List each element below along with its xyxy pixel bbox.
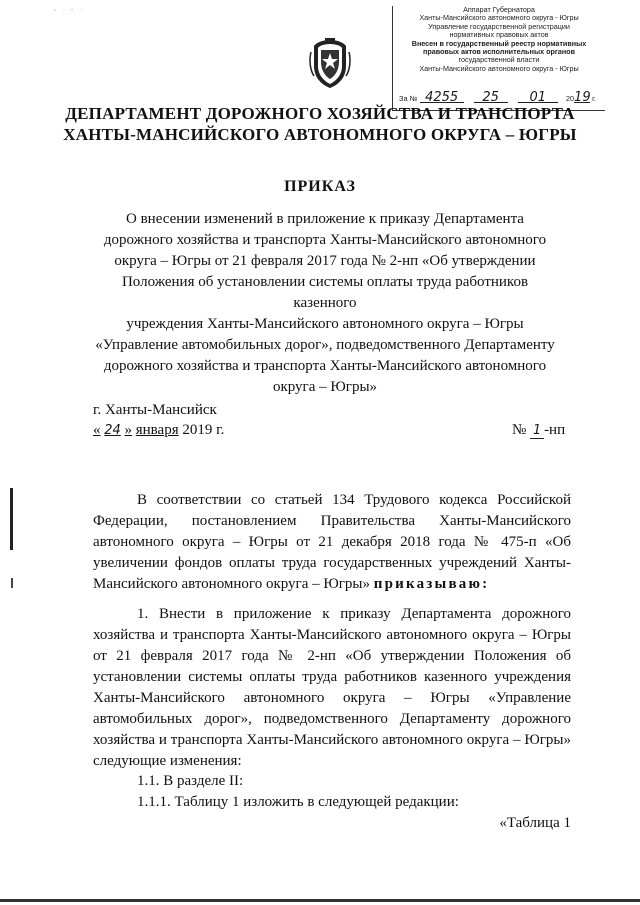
- stamp-reg-day: 25: [474, 94, 508, 103]
- subject-line: округа – Югры»: [272, 379, 378, 395]
- subject-line: учреждения Ханты-Мансийского автономного округа – Югры: [126, 316, 524, 332]
- date-close-quote: »: [124, 422, 132, 438]
- subject-line: «Управление автомобильных дорог», подведомственного Департаменту: [95, 337, 555, 353]
- preamble-text: В соответствии со статьей 134 Трудового кодекса Российской Федерации, постановлением Правительства Ханты-Мансийского автономного округа – Югры от 21 декабря 2018 года № 475-п «Об увеличении фондов оплаты труда государственных учреждений Ханты-Мансийского автономного округа – Югры»: [93, 492, 571, 592]
- stamp-reg-year-end: г.: [592, 94, 596, 103]
- preamble-paragraph: [93, 490, 571, 595]
- subject-line: Положения об установлении системы оплаты труда работников казенного: [121, 274, 529, 311]
- stamp-reg-year-prefix: 20: [565, 94, 575, 103]
- order-title: ПРИКАЗ: [284, 178, 356, 195]
- margin-mark: [10, 488, 13, 550]
- subject-line: О внесении изменений в приложение к приказу Департамента: [126, 211, 524, 227]
- date-day: 24: [104, 423, 121, 438]
- coat-of-arms-icon: [308, 38, 352, 90]
- subject-line: дорожного хозяйства и транспорта Ханты-Мансийского автономного: [103, 358, 547, 374]
- order-subject: [90, 209, 560, 398]
- decree-word: приказываю:: [373, 576, 490, 592]
- order-number: [512, 422, 565, 439]
- subject-line: дорожного хозяйства и транспорта Ханты-Мансийского автономного: [103, 232, 547, 248]
- stamp-line: Управление государственной регистрации: [428, 22, 570, 31]
- department-name-line1: ДЕПАРТАМЕНТ ДОРОЖНОГО ХОЗЯЙСТВА И ТРАНСПОРТА: [65, 104, 575, 123]
- date-month: января: [135, 422, 179, 438]
- item-1-1-1: 1.1.1. Таблицу 1 изложить в следующей редакции:: [137, 794, 459, 810]
- scan-specks: [52, 8, 92, 12]
- stamp-line: Внесен в государственный реестр нормативных: [411, 39, 587, 48]
- margin-mark: [11, 578, 13, 588]
- stamp-line: Ханты-Мансийского автономного округа - Югры: [419, 64, 579, 73]
- registration-stamp: [392, 6, 605, 111]
- table-reference: «Таблица 1: [499, 815, 571, 831]
- date-year: 2019 г.: [182, 422, 225, 438]
- order-date: [93, 422, 224, 439]
- stamp-line: нормативных правовых актов: [449, 31, 549, 40]
- number-prefix: №: [512, 422, 527, 438]
- subject-line: округа – Югры от 21 февраля 2017 года № 2-нп «Об утверждении: [114, 253, 536, 269]
- stamp-line: Аппарат Губернатора: [463, 6, 535, 14]
- stamp-reg-prefix: За №: [399, 94, 418, 103]
- stamp-reg-year-suffix: 19: [574, 90, 591, 105]
- stamp-reg-number: 4255: [420, 94, 464, 103]
- stamp-line: Ханты-Мансийского автономного округа - Югры: [419, 14, 579, 23]
- department-name-line2: ХАНТЫ-МАНСИЙСКОГО АВТОНОМНОГО ОКРУГА – ЮГРЫ: [63, 125, 577, 144]
- number-value: 1: [530, 423, 544, 439]
- number-suffix: -нп: [544, 422, 566, 438]
- page-bottom-edge: [0, 899, 640, 902]
- stamp-line: государственной власти: [458, 56, 540, 65]
- date-open-quote: «: [93, 422, 101, 438]
- stamp-line: правовых актов исполнительных органов: [422, 48, 575, 57]
- stamp-reg-month: 01: [518, 94, 558, 103]
- order-city: г. Ханты-Мансийск: [93, 402, 217, 418]
- item-1-1: 1.1. В разделе II:: [137, 773, 244, 789]
- item-1-paragraph: 1. Внести в приложение к приказу Департамента дорожного хозяйства и транспорта Ханты-Мансийского автономного округа – Югры от 21 февраля 2017 года № 2-нп «Об утверждении Положения об установлении системы оплаты труда работников казенного учреждения Ханты-Мансийского автономного округа – Югры «Управление автомобильных дорог», подведомственного Департаменту дорожного хозяйства и транспорта Ханты-Мансийского автономного округа – Югры» следующие изменения:: [93, 606, 571, 769]
